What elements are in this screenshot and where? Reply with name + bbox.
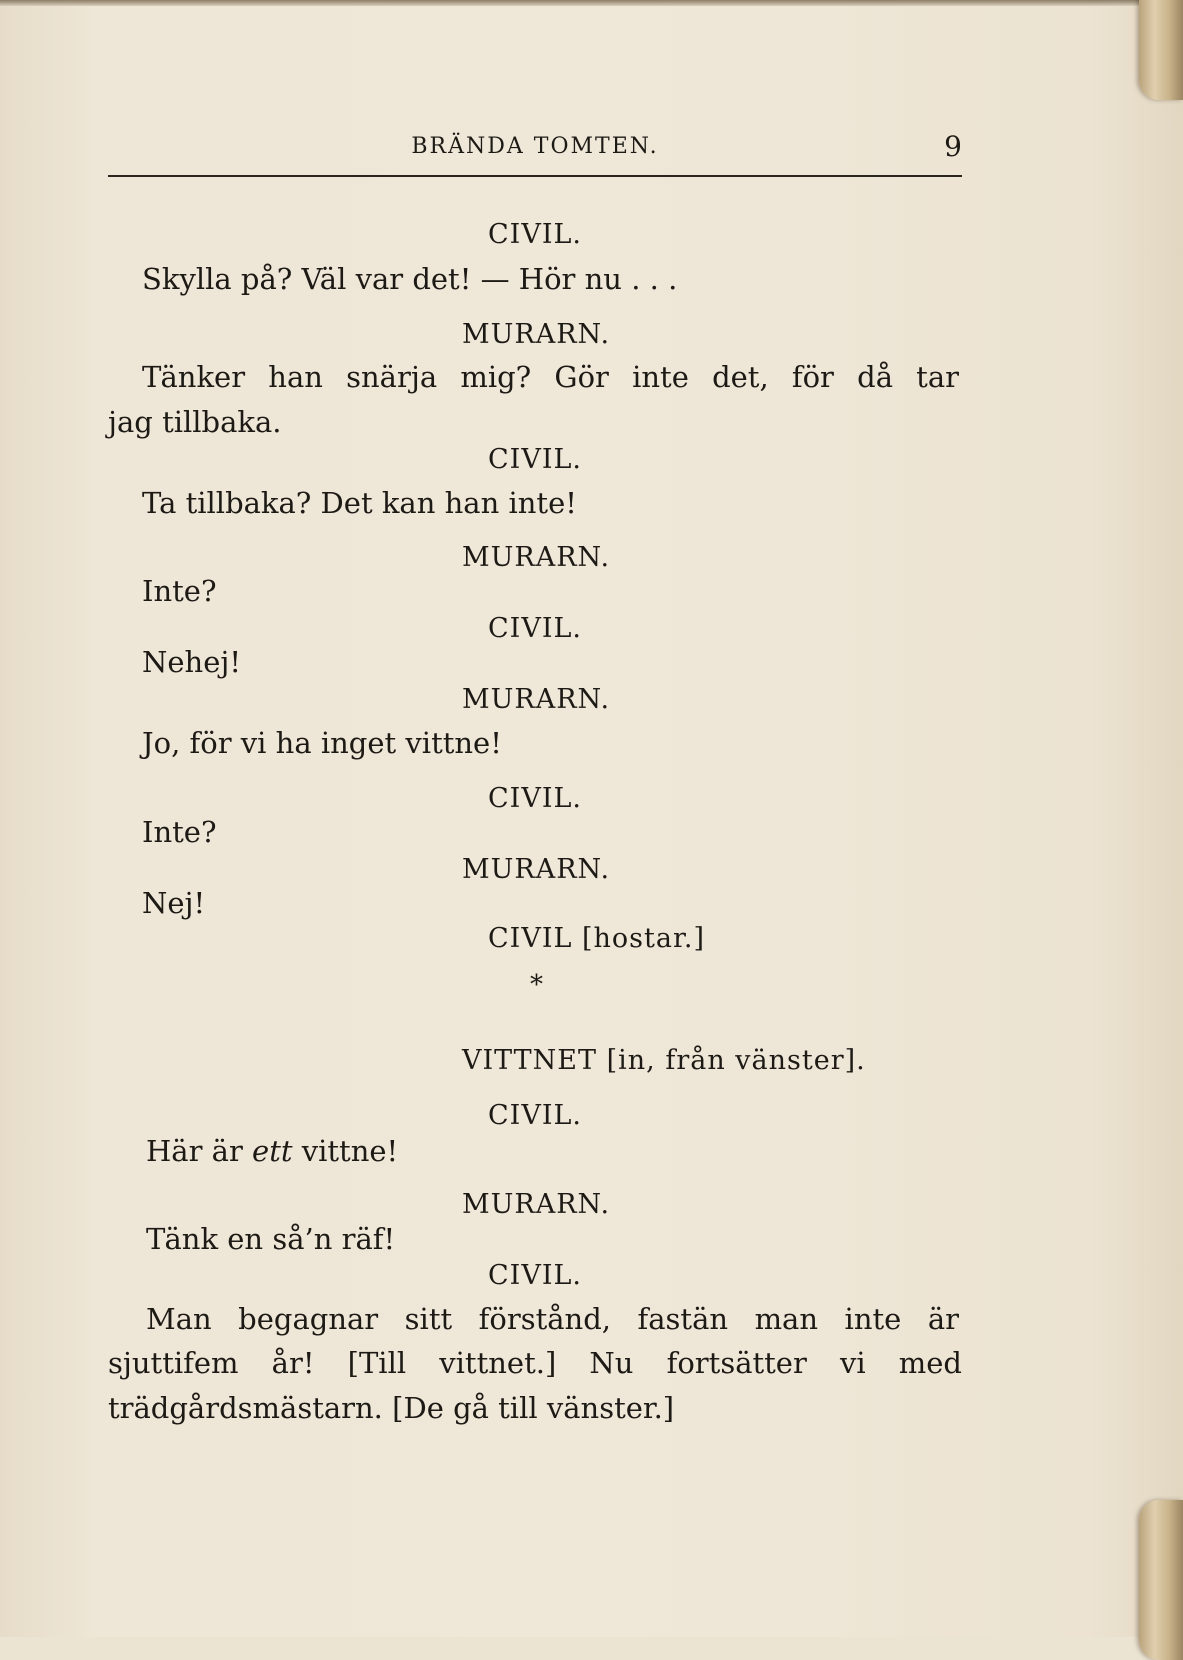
dialogue-line: Inte? [142, 574, 217, 608]
page-tab-top [1139, 0, 1183, 100]
speaker-murarn: MURARN. [462, 854, 611, 885]
header-rule [108, 175, 962, 177]
dialogue-line [146, 1134, 398, 1168]
dialogue-line: jag tillbaka. [108, 405, 282, 439]
speaker-civil: CIVIL. [488, 613, 583, 644]
running-title: BRÄNDA TOMTEN. [411, 134, 659, 159]
dialogue-line: Tänk en så’n räf! [146, 1222, 396, 1256]
speaker-murarn: MURARN. [462, 684, 611, 715]
running-header [108, 128, 962, 168]
line-text: Här är [146, 1134, 253, 1168]
speaker-civil: CIVIL. [488, 783, 583, 814]
page-number: 9 [944, 130, 962, 163]
speaker-civil: CIVIL. [488, 219, 583, 250]
speaker-murarn: MURARN. [462, 1189, 611, 1220]
dialogue-line: Man begagnar sitt förstånd, fastän man inte är [146, 1302, 959, 1336]
dialogue-line: Jo, för vi ha inget vittne! [142, 726, 502, 760]
page-top-edge [0, 0, 1183, 6]
dialogue-line: Nej! [142, 886, 206, 920]
dialogue-line: trädgårdsmästarn. [De gå till vänster.] [108, 1391, 675, 1425]
speaker-murarn: MURARN. [462, 319, 611, 350]
page-tab-bottom [1139, 1500, 1183, 1660]
dialogue-line: Tänker han snärja mig? Gör inte det, för då tar [142, 360, 959, 394]
emphasis: ett [252, 1134, 293, 1168]
speaker-civil: CIVIL. [488, 1100, 583, 1131]
speaker-civil-direction: CIVIL [hostar.] [488, 923, 706, 954]
line-text: vittne! [292, 1134, 399, 1168]
dialogue-line: Inte? [142, 815, 217, 849]
scene-break-asterisk: * [530, 970, 543, 1000]
speaker-civil: CIVIL. [488, 1260, 583, 1291]
speaker-civil: CIVIL. [488, 444, 583, 475]
dialogue-line: Skylla på? Väl var det! — Hör nu . . . [142, 262, 678, 296]
dialogue-line: Ta tillbaka? Det kan han inte! [142, 486, 577, 520]
dialogue-line: Nehej! [142, 645, 242, 679]
dialogue-line: sjuttifem år! [Till vittnet.] Nu fortsätter vi med [108, 1346, 962, 1380]
speaker-murarn: MURARN. [462, 542, 611, 573]
stage-direction-vittnet: VITTNET [in, från vänster]. [462, 1045, 866, 1076]
